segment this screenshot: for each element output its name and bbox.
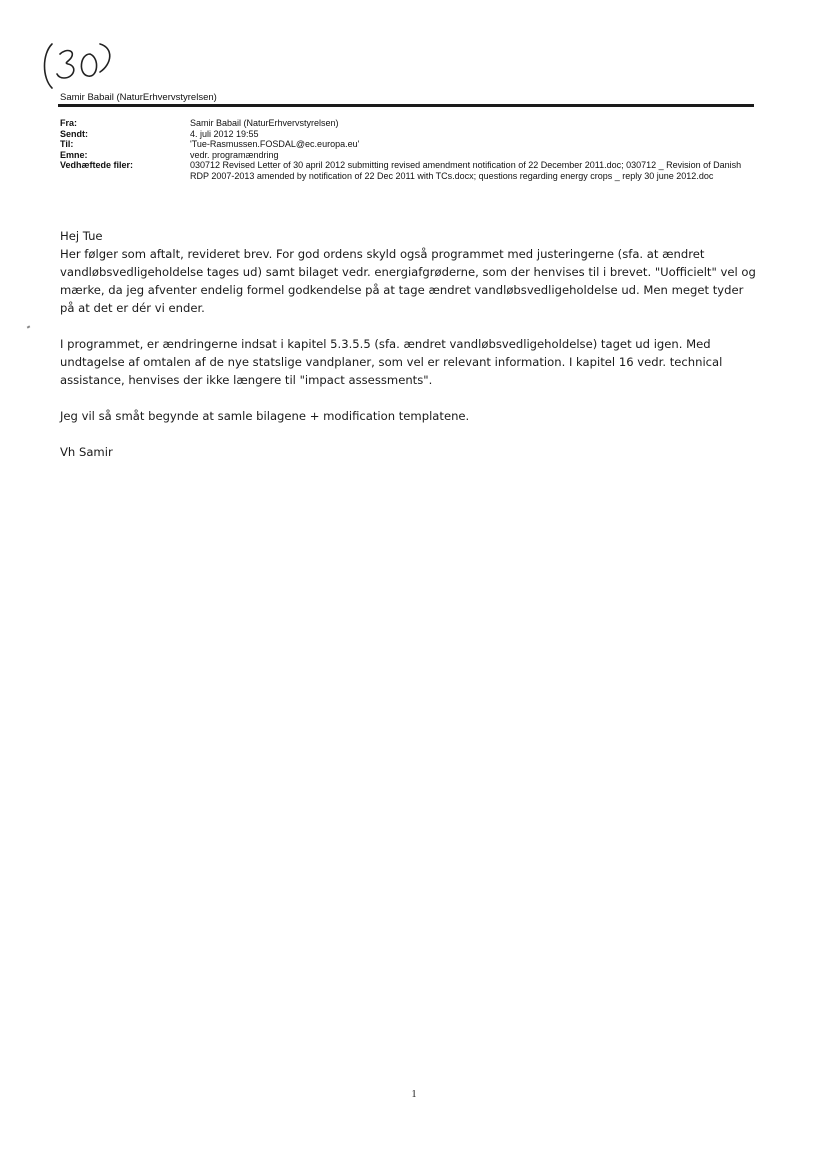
handwritten-30-mark [38,38,118,92]
body-paragraph: Her følger som aftalt, revideret brev. For god ordens skyld også programmet med justeringerne (sfa. at ændret vandløbsvedligeholdelse tages ud) samt bilaget vedr. energiafgrøderne, som der henvises til i brevet. "Uofficielt" vel og mærke, da jeg afventer endelig formel godkendelse på at tage ændret vandløbsvedligeholdelse ud. Men meget tyder på at det er dér vi ender. [60,247,756,315]
body-paragraph: Jeg vil så småt begynde at samle bilagene + modification templatene. [60,409,470,423]
signoff: Vh Samir [60,445,113,459]
subject-value: vedr. programændring [190,149,279,160]
body-paragraph: I programmet, er ændringerne indsat i kapitel 5.3.5.5 (sfa. ændret vandløbsvedligeholdelse) taget ud igen. Med undtagelse af omtalen af de nye statslige vandplaner, som vel er relevant information. I kapitel 16 vedr. technical assistance, henvises der ikke længere til "impact assessments". [60,337,723,387]
page-number: 1 [411,1089,417,1100]
email-metadata [60,118,760,181]
email-body [60,227,760,479]
meta-label: Til: [60,139,74,149]
sent-value: 4. juli 2012 19:55 [190,128,259,139]
scan-speck [27,325,31,328]
meta-label: Emne: [60,149,88,160]
greeting: Hej Tue [60,229,103,243]
to-value: 'Tue-Rasmussen.FOSDAL@ec.europa.eu' [190,139,360,149]
meta-row-attachments [60,160,760,181]
meta-row-sent [60,129,760,140]
meta-label: Sendt: [60,128,88,139]
meta-row-from [60,118,760,129]
meta-row-subject [60,150,760,161]
meta-label: Fra: [60,118,78,128]
sender-header: Samir Babail (NaturErhvervstyrelsen) [60,92,217,103]
attachments-value: 030712 Revised Letter of 30 april 2012 submitting revised amendment notification of 22 December 2011.doc; 030712 _ Revision of Danish RDP 2007-2013 amended by notification of 22 Dec 2011 with TCs.docx; questions regarding energy crops _ reply 30 june 2012.doc [190,160,742,181]
header-divider [58,104,754,107]
handwritten-page-annotation [38,38,118,92]
from-value: Samir Babail (NaturErhvervstyrelsen) [190,118,339,128]
meta-label: Vedhæftede filer: [60,160,134,170]
meta-row-to [60,139,760,150]
